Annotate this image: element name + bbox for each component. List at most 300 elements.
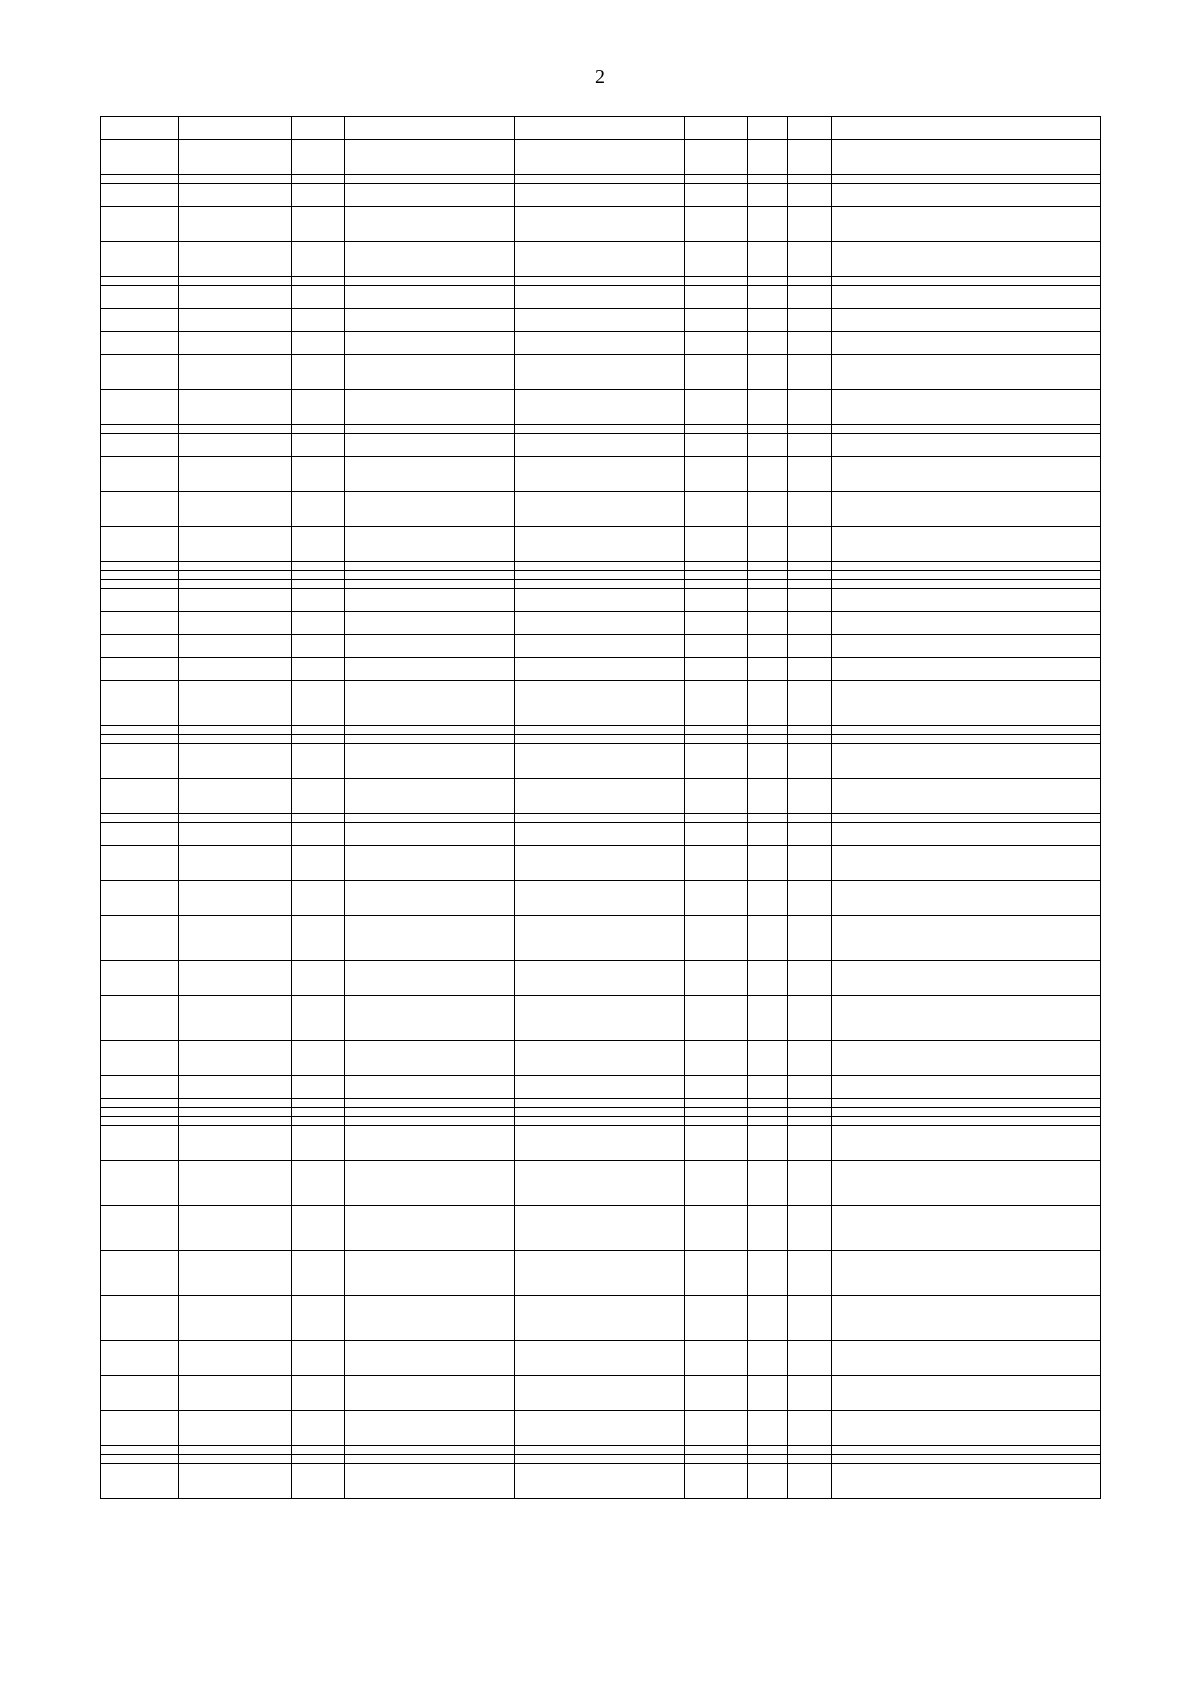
table-cell xyxy=(515,1376,685,1411)
table-cell xyxy=(345,1446,515,1455)
table-cell xyxy=(832,1341,1101,1376)
table-cell xyxy=(748,1376,788,1411)
table-cell xyxy=(101,332,179,355)
table-cell xyxy=(345,996,515,1041)
table-cell xyxy=(832,332,1101,355)
table-cell xyxy=(748,580,788,589)
table-cell xyxy=(685,1376,748,1411)
table-row xyxy=(101,1041,1101,1076)
table-cell xyxy=(345,562,515,571)
table-row xyxy=(101,1117,1101,1126)
table-cell xyxy=(788,562,832,571)
table-cell xyxy=(179,1099,292,1108)
table-cell xyxy=(292,961,345,996)
table-cell xyxy=(748,1446,788,1455)
table-row xyxy=(101,1161,1101,1206)
table-row xyxy=(101,1076,1101,1099)
table-cell xyxy=(832,635,1101,658)
table-cell xyxy=(515,207,685,242)
table-cell xyxy=(748,140,788,175)
table-cell xyxy=(515,140,685,175)
table-cell xyxy=(179,309,292,332)
table-cell xyxy=(345,735,515,744)
table-row xyxy=(101,1341,1101,1376)
table-cell xyxy=(101,1126,179,1161)
table-cell xyxy=(179,332,292,355)
table-cell xyxy=(788,612,832,635)
table-cell xyxy=(788,779,832,814)
table-cell xyxy=(179,881,292,916)
table-cell xyxy=(345,571,515,580)
table-cell xyxy=(292,425,345,434)
table-cell xyxy=(748,117,788,140)
table-cell xyxy=(292,1341,345,1376)
table-cell xyxy=(685,735,748,744)
table-row xyxy=(101,1206,1101,1251)
table-cell xyxy=(685,961,748,996)
table-cell xyxy=(788,527,832,562)
table-cell xyxy=(101,1341,179,1376)
table-row xyxy=(101,744,1101,779)
table-body xyxy=(101,117,1101,1499)
table-cell xyxy=(788,175,832,184)
table-cell xyxy=(515,242,685,277)
table-cell xyxy=(685,1041,748,1076)
table-cell xyxy=(179,1341,292,1376)
table-row xyxy=(101,1411,1101,1446)
table-cell xyxy=(179,1376,292,1411)
table-cell xyxy=(515,846,685,881)
table-cell xyxy=(345,277,515,286)
table-row xyxy=(101,425,1101,434)
table-cell xyxy=(788,309,832,332)
table-cell xyxy=(748,457,788,492)
table-cell xyxy=(179,1446,292,1455)
table-cell xyxy=(748,1206,788,1251)
table-cell xyxy=(685,1411,748,1446)
table-cell xyxy=(179,726,292,735)
table-cell xyxy=(788,1251,832,1296)
table-cell xyxy=(179,242,292,277)
table-cell xyxy=(345,1411,515,1446)
table-cell xyxy=(292,277,345,286)
table-cell xyxy=(179,589,292,612)
table-cell xyxy=(748,658,788,681)
table-cell xyxy=(788,996,832,1041)
table-cell xyxy=(292,332,345,355)
table-row xyxy=(101,527,1101,562)
table-cell xyxy=(748,1117,788,1126)
table-cell xyxy=(685,309,748,332)
table-cell xyxy=(345,1464,515,1499)
table-cell xyxy=(832,1464,1101,1499)
table-cell xyxy=(685,814,748,823)
table-cell xyxy=(788,1161,832,1206)
table-cell xyxy=(101,355,179,390)
table-cell xyxy=(101,1464,179,1499)
table-cell xyxy=(748,562,788,571)
table-cell xyxy=(515,726,685,735)
table-cell xyxy=(515,355,685,390)
table-cell xyxy=(515,1126,685,1161)
table-cell xyxy=(292,140,345,175)
table-cell xyxy=(101,1251,179,1296)
table-cell xyxy=(101,117,179,140)
table-row xyxy=(101,571,1101,580)
table-cell xyxy=(832,1411,1101,1446)
table-cell xyxy=(748,1455,788,1464)
table-cell xyxy=(748,1411,788,1446)
table-cell xyxy=(515,1455,685,1464)
table-cell xyxy=(179,1076,292,1099)
table-cell xyxy=(292,580,345,589)
table-cell xyxy=(748,390,788,425)
table-cell xyxy=(179,1117,292,1126)
table-cell xyxy=(748,846,788,881)
table-cell xyxy=(101,1117,179,1126)
table-cell xyxy=(832,589,1101,612)
table-cell xyxy=(748,527,788,562)
table-cell xyxy=(345,961,515,996)
table-cell xyxy=(748,589,788,612)
table-cell xyxy=(788,814,832,823)
table-row xyxy=(101,1099,1101,1108)
table-row xyxy=(101,140,1101,175)
table-cell xyxy=(748,184,788,207)
table-cell xyxy=(685,589,748,612)
table-cell xyxy=(748,277,788,286)
table-cell xyxy=(515,735,685,744)
table-cell xyxy=(788,1041,832,1076)
table-cell xyxy=(292,726,345,735)
table-row xyxy=(101,735,1101,744)
table-row xyxy=(101,589,1101,612)
table-cell xyxy=(345,1376,515,1411)
table-cell xyxy=(748,309,788,332)
table-cell xyxy=(515,390,685,425)
table-cell xyxy=(292,286,345,309)
table-cell xyxy=(345,1117,515,1126)
table-cell xyxy=(685,658,748,681)
table-row xyxy=(101,562,1101,571)
table-cell xyxy=(179,355,292,390)
table-cell xyxy=(788,1341,832,1376)
table-row xyxy=(101,1464,1101,1499)
table-cell xyxy=(788,140,832,175)
table-cell xyxy=(179,207,292,242)
table-cell xyxy=(101,434,179,457)
table-cell xyxy=(832,1206,1101,1251)
table-cell xyxy=(788,916,832,961)
table-cell xyxy=(832,457,1101,492)
table-cell xyxy=(515,1341,685,1376)
table-cell xyxy=(345,425,515,434)
table-cell xyxy=(685,1251,748,1296)
table-cell xyxy=(788,658,832,681)
table-cell xyxy=(101,207,179,242)
table-cell xyxy=(685,562,748,571)
table-cell xyxy=(788,1126,832,1161)
table-cell xyxy=(101,309,179,332)
table-cell xyxy=(292,1108,345,1117)
table-cell xyxy=(179,1411,292,1446)
table-cell xyxy=(748,492,788,527)
table-cell xyxy=(685,726,748,735)
table-cell xyxy=(179,580,292,589)
table-cell xyxy=(345,916,515,961)
table-cell xyxy=(345,846,515,881)
table-cell xyxy=(101,277,179,286)
table-cell xyxy=(515,175,685,184)
table-row xyxy=(101,390,1101,425)
table-cell xyxy=(292,589,345,612)
table-cell xyxy=(515,1296,685,1341)
table-cell xyxy=(292,175,345,184)
table-cell xyxy=(832,309,1101,332)
table-cell xyxy=(788,1446,832,1455)
table-cell xyxy=(345,184,515,207)
table-cell xyxy=(345,1206,515,1251)
table-cell xyxy=(101,814,179,823)
table-cell xyxy=(788,571,832,580)
table-cell xyxy=(685,355,748,390)
table-cell xyxy=(685,457,748,492)
table-cell xyxy=(515,492,685,527)
table-cell xyxy=(179,286,292,309)
table-cell xyxy=(345,779,515,814)
table-cell xyxy=(748,425,788,434)
table-cell xyxy=(788,332,832,355)
table-cell xyxy=(101,916,179,961)
table-cell xyxy=(179,658,292,681)
table-cell xyxy=(179,681,292,726)
table-cell xyxy=(101,242,179,277)
table-cell xyxy=(292,1041,345,1076)
table-cell xyxy=(515,744,685,779)
table-cell xyxy=(345,823,515,846)
table-row xyxy=(101,309,1101,332)
table-cell xyxy=(179,823,292,846)
table-cell xyxy=(788,881,832,916)
table-row xyxy=(101,242,1101,277)
table-cell xyxy=(685,881,748,916)
table-cell xyxy=(345,658,515,681)
table-cell xyxy=(685,242,748,277)
table-cell xyxy=(832,492,1101,527)
table-cell xyxy=(788,425,832,434)
table-cell xyxy=(101,823,179,846)
table-cell xyxy=(292,1411,345,1446)
table-cell xyxy=(101,562,179,571)
table-cell xyxy=(101,744,179,779)
table-cell xyxy=(685,635,748,658)
table-cell xyxy=(832,1251,1101,1296)
table-cell xyxy=(101,846,179,881)
table-cell xyxy=(179,492,292,527)
table-cell xyxy=(515,814,685,823)
table-cell xyxy=(101,735,179,744)
table-cell xyxy=(788,207,832,242)
table-cell xyxy=(832,277,1101,286)
table-cell xyxy=(748,916,788,961)
table-cell xyxy=(748,996,788,1041)
table-cell xyxy=(515,457,685,492)
table-cell xyxy=(685,1206,748,1251)
table-cell xyxy=(832,823,1101,846)
table-row xyxy=(101,996,1101,1041)
table-cell xyxy=(101,1041,179,1076)
table-cell xyxy=(685,1161,748,1206)
table-cell xyxy=(292,814,345,823)
table-row xyxy=(101,681,1101,726)
table-cell xyxy=(179,961,292,996)
table-cell xyxy=(292,1076,345,1099)
table-cell xyxy=(345,1251,515,1296)
table-cell xyxy=(515,881,685,916)
table-cell xyxy=(832,1099,1101,1108)
table-cell xyxy=(345,589,515,612)
table-cell xyxy=(832,881,1101,916)
table-cell xyxy=(101,580,179,589)
table-cell xyxy=(788,635,832,658)
table-cell xyxy=(515,527,685,562)
table-row xyxy=(101,779,1101,814)
table-cell xyxy=(515,184,685,207)
table-cell xyxy=(832,207,1101,242)
table-row xyxy=(101,1108,1101,1117)
table-cell xyxy=(515,1099,685,1108)
table-cell xyxy=(292,390,345,425)
table-cell xyxy=(179,390,292,425)
table-cell xyxy=(345,332,515,355)
table-cell xyxy=(101,457,179,492)
table-cell xyxy=(101,1076,179,1099)
table-row xyxy=(101,277,1101,286)
table-cell xyxy=(788,726,832,735)
table-cell xyxy=(101,589,179,612)
table-cell xyxy=(515,1076,685,1099)
table-cell xyxy=(832,996,1101,1041)
table-cell xyxy=(685,1117,748,1126)
table-cell xyxy=(748,1464,788,1499)
table-cell xyxy=(748,881,788,916)
table-cell xyxy=(292,434,345,457)
table-cell xyxy=(345,635,515,658)
table-cell xyxy=(101,1296,179,1341)
table-cell xyxy=(101,1376,179,1411)
table-cell xyxy=(292,117,345,140)
table-cell xyxy=(685,390,748,425)
table-cell xyxy=(101,779,179,814)
table-cell xyxy=(345,1341,515,1376)
table-cell xyxy=(788,681,832,726)
table-cell xyxy=(179,425,292,434)
table-cell xyxy=(748,175,788,184)
table-cell xyxy=(292,184,345,207)
table-cell xyxy=(788,117,832,140)
table-cell xyxy=(345,242,515,277)
table-cell xyxy=(788,242,832,277)
table-cell xyxy=(292,527,345,562)
table-cell xyxy=(788,823,832,846)
table-cell xyxy=(179,846,292,881)
table-cell xyxy=(345,681,515,726)
table-cell xyxy=(832,846,1101,881)
table-cell xyxy=(748,242,788,277)
table-cell xyxy=(515,961,685,996)
table-cell xyxy=(832,1455,1101,1464)
table-cell xyxy=(292,744,345,779)
table-cell xyxy=(788,390,832,425)
table-cell xyxy=(292,1099,345,1108)
table-cell xyxy=(832,1296,1101,1341)
table-cell xyxy=(101,184,179,207)
table-cell xyxy=(748,1076,788,1099)
table-cell xyxy=(515,286,685,309)
table-row xyxy=(101,635,1101,658)
table-cell xyxy=(345,1108,515,1117)
table-cell xyxy=(515,996,685,1041)
table-cell xyxy=(685,612,748,635)
table-cell xyxy=(292,492,345,527)
table-cell xyxy=(515,1411,685,1446)
table-row xyxy=(101,846,1101,881)
table-cell xyxy=(345,1041,515,1076)
table-cell xyxy=(685,1464,748,1499)
table-cell xyxy=(685,286,748,309)
table-row xyxy=(101,457,1101,492)
table-cell xyxy=(788,744,832,779)
table-row xyxy=(101,881,1101,916)
table-cell xyxy=(685,207,748,242)
table-cell xyxy=(515,332,685,355)
table-cell xyxy=(788,1108,832,1117)
table-cell xyxy=(685,492,748,527)
table-cell xyxy=(685,175,748,184)
table-cell xyxy=(345,286,515,309)
table-cell xyxy=(345,175,515,184)
table-cell xyxy=(345,140,515,175)
table-row xyxy=(101,658,1101,681)
table-cell xyxy=(101,726,179,735)
table-cell xyxy=(292,681,345,726)
table-cell xyxy=(179,1041,292,1076)
table-cell xyxy=(101,612,179,635)
table-row xyxy=(101,434,1101,457)
table-cell xyxy=(685,823,748,846)
table-cell xyxy=(292,1126,345,1161)
table-cell xyxy=(292,996,345,1041)
table-cell xyxy=(345,1455,515,1464)
table-cell xyxy=(179,1161,292,1206)
table-cell xyxy=(101,1206,179,1251)
table-cell xyxy=(292,1455,345,1464)
table-cell xyxy=(788,492,832,527)
table-cell xyxy=(832,434,1101,457)
table-cell xyxy=(179,277,292,286)
table-cell xyxy=(101,492,179,527)
table-cell xyxy=(101,1411,179,1446)
table-cell xyxy=(179,612,292,635)
table-row xyxy=(101,726,1101,735)
table-cell xyxy=(685,744,748,779)
table-cell xyxy=(748,779,788,814)
table-cell xyxy=(292,1296,345,1341)
table-cell xyxy=(788,961,832,996)
table-cell xyxy=(345,434,515,457)
table-cell xyxy=(345,744,515,779)
table-cell xyxy=(832,744,1101,779)
